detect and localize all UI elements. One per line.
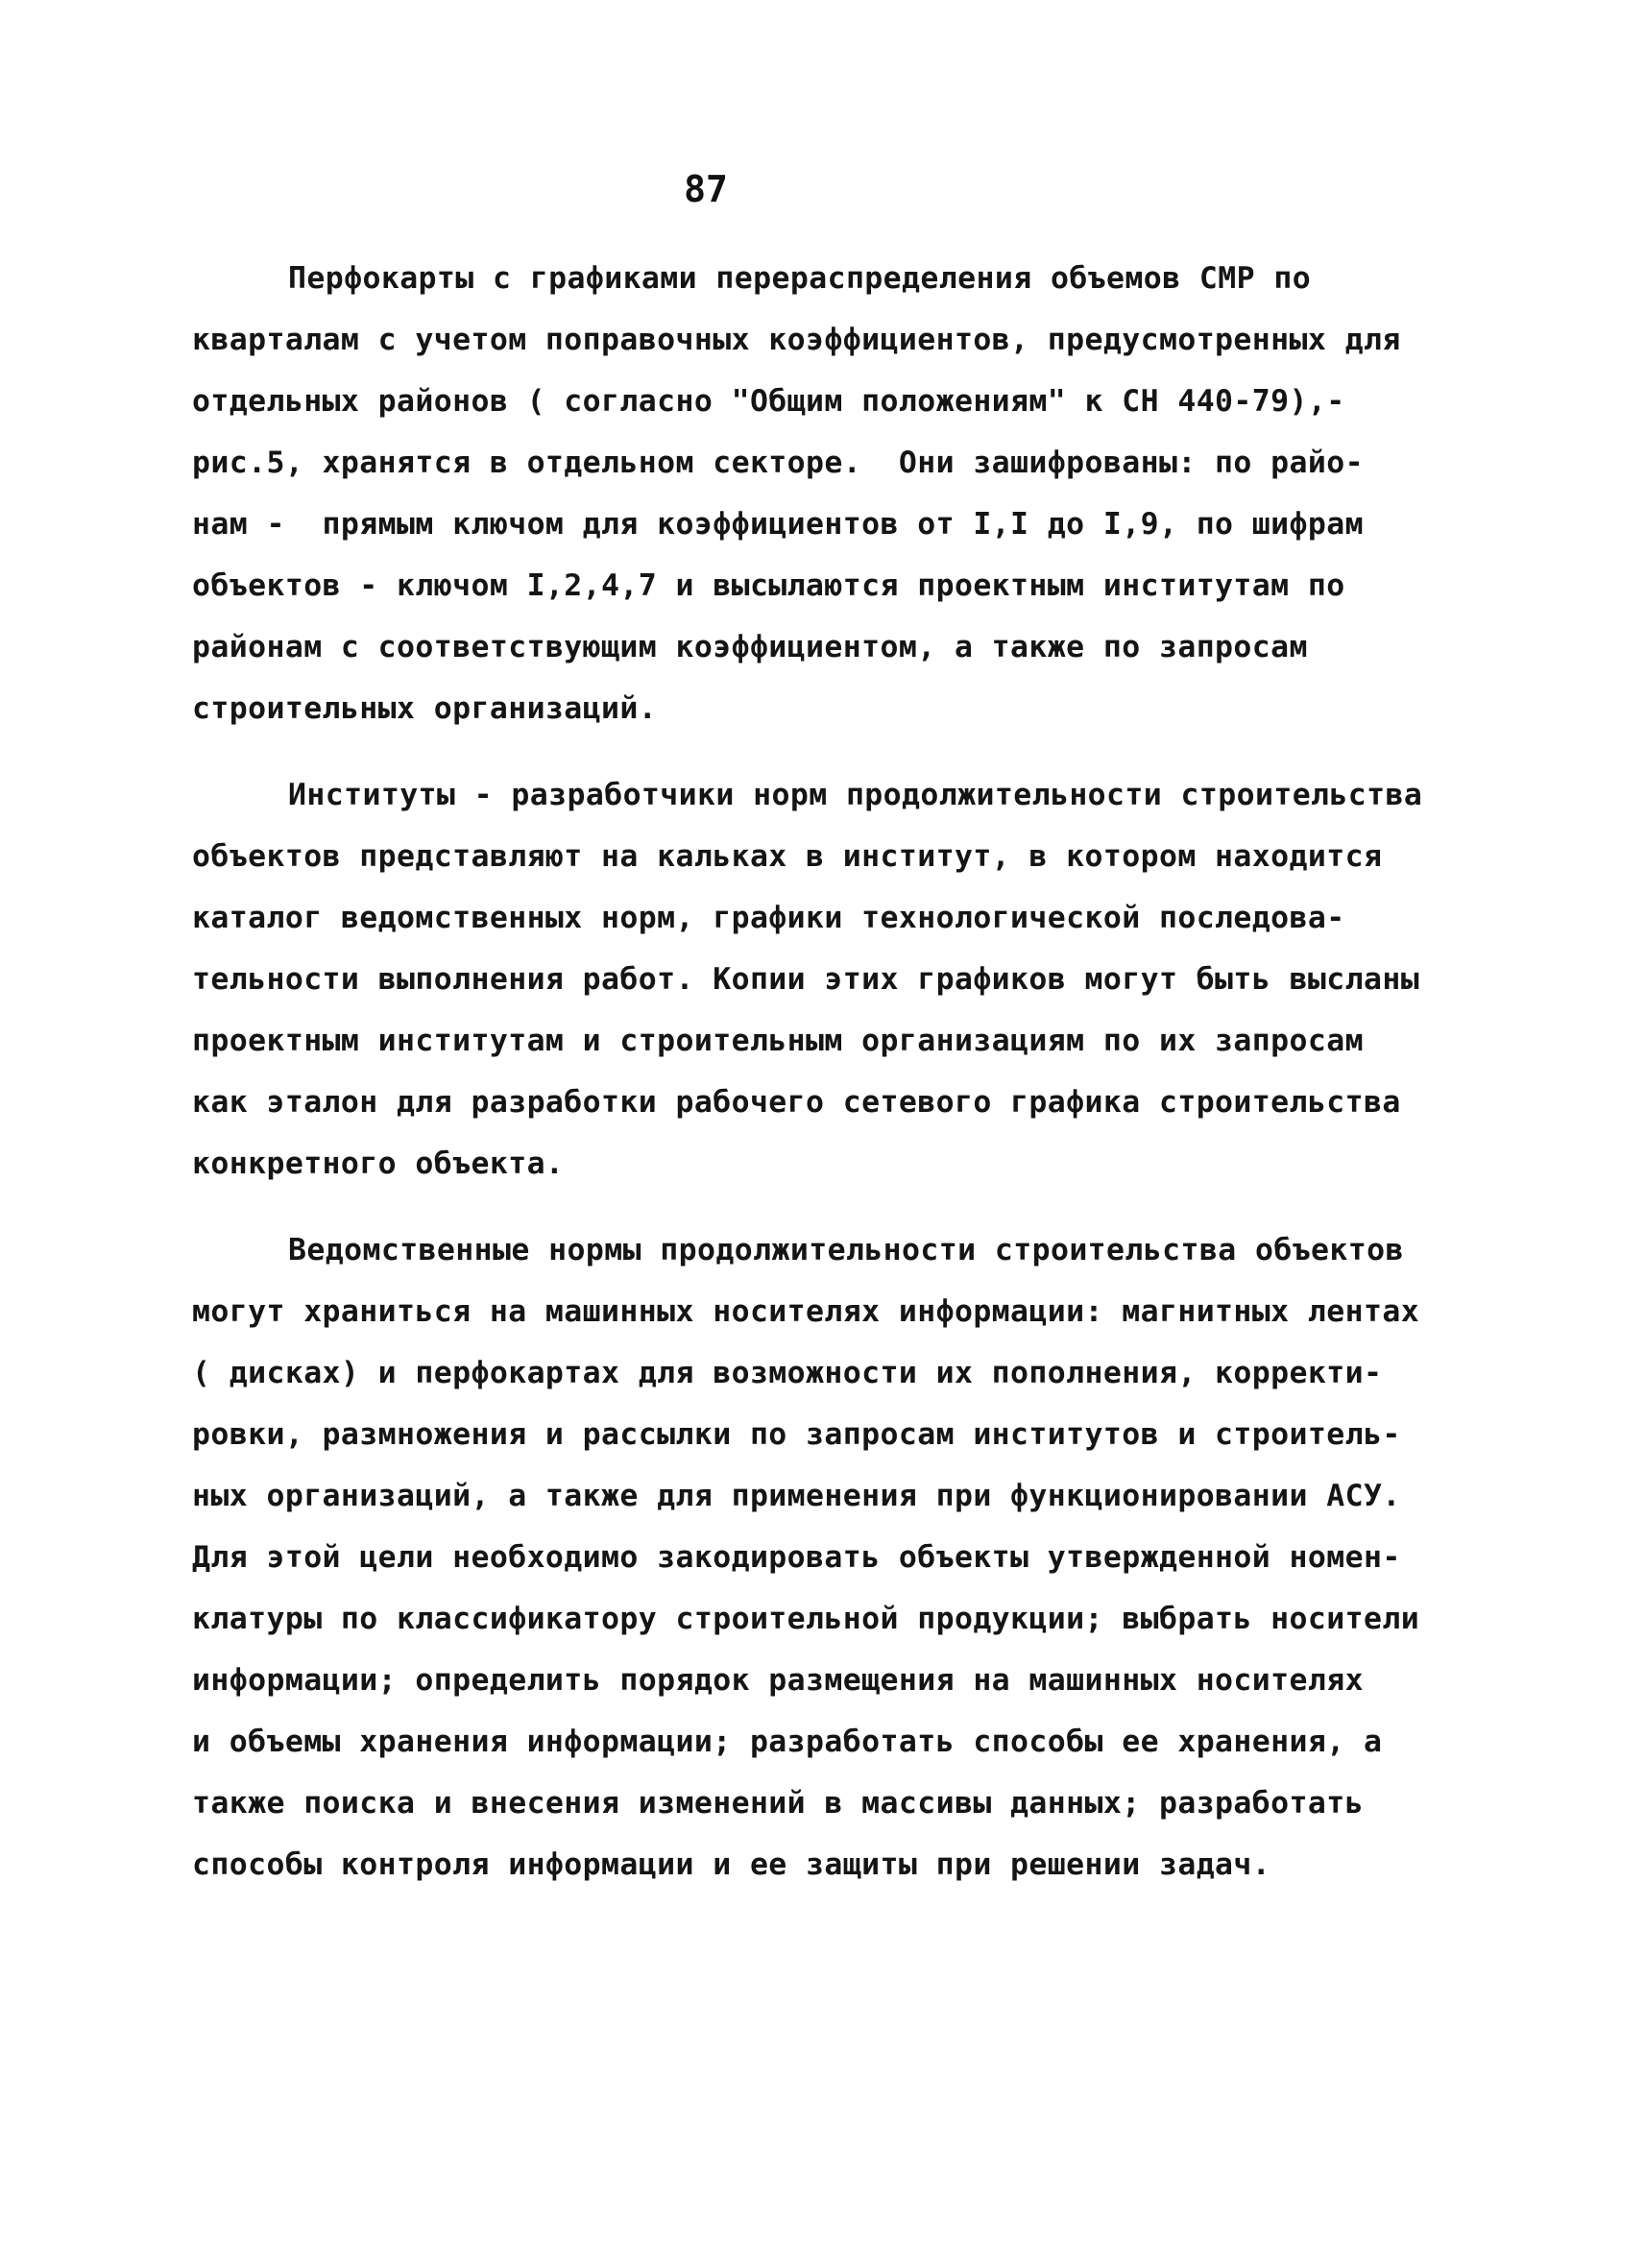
text-line: Институты - разработчики норм продолжительности строительства xyxy=(288,778,1423,812)
paragraph xyxy=(192,764,1479,1194)
text-line: кварталам с учетом поправочных коэффициентов, предусмотренных для xyxy=(192,323,1401,357)
text-line: строительных организаций. xyxy=(192,691,658,726)
text-line: каталог ведомственных норм, графики технологической последова- xyxy=(192,901,1345,935)
text-line: объектов - ключом I,2,4,7 и высылаются проектным институтам по xyxy=(192,568,1345,603)
page-number: 87 xyxy=(684,168,728,210)
text-line: тельности выполнения работ. Копии этих графиков могут быть высланы xyxy=(192,962,1420,997)
text-line: также поиска и внесения изменений в массивы данных; разработать xyxy=(192,1786,1364,1821)
text-line: могут храниться на машинных носителях информации: магнитных лентах xyxy=(192,1294,1420,1329)
text-line: ных организаций, а также для применения при функционировании АСУ. xyxy=(192,1479,1401,1513)
text-line: Перфокарты с графиками перераспределения объемов СМР по xyxy=(288,261,1312,296)
text-line: нам - прямым ключом для коэффициентов от I,I до I,9, по шифрам xyxy=(192,507,1364,542)
text-line: конкретного объекта. xyxy=(192,1146,565,1181)
document-body xyxy=(192,248,1479,1895)
text-line: клатуры по классификатору строительной продукции; выбрать носители xyxy=(192,1602,1420,1636)
text-line: как эталон для разработки рабочего сетевого графика строительства xyxy=(192,1085,1401,1120)
text-line: проектным институтам и строительным организациям по их запросам xyxy=(192,1024,1364,1058)
text-line: способы контроля информации и ее защиты при решении задач. xyxy=(192,1847,1271,1882)
text-line: районам с соответствующим коэффициентом, а также по запросам xyxy=(192,630,1308,664)
paragraph xyxy=(192,248,1479,739)
text-line: ( дисках) и перфокартах для возможности их пополнения, корректи- xyxy=(192,1356,1383,1390)
text-line: Для этой цели необходимо закодировать объекты утвержденной номен- xyxy=(192,1540,1401,1575)
paragraph xyxy=(192,1219,1479,1895)
text-line: информации; определить порядок размещения на машинных носителях xyxy=(192,1663,1364,1698)
text-line: и объемы хранения информации; разработать способы ее хранения, а xyxy=(192,1725,1383,1759)
text-line: Ведомственные нормы продолжительности строительства объектов xyxy=(288,1233,1404,1267)
text-line: рис.5, хранятся в отдельном секторе. Они зашифрованы: по райо- xyxy=(192,446,1364,480)
text-line: объектов представляют на кальках в институт, в котором находится xyxy=(192,839,1383,874)
text-line: ровки, размножения и рассылки по запросам институтов и строитель- xyxy=(192,1417,1401,1452)
text-line: отдельных районов ( согласно "Общим положениям" к СН 440-79),- xyxy=(192,384,1345,419)
